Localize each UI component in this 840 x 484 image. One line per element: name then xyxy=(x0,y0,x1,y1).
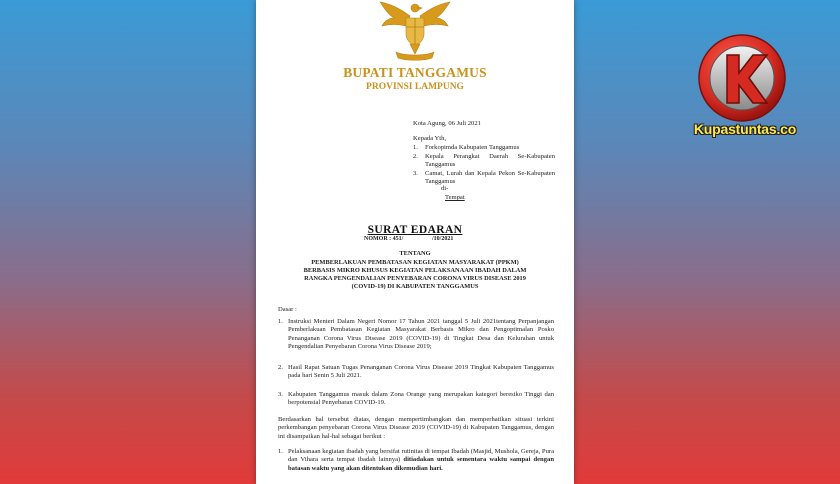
letterhead-province: PROVINSI LAMPUNG xyxy=(366,82,464,92)
dasar-label: Dasar : xyxy=(278,306,297,313)
subject-line: BERBASIS MIKRO KHUSUS KEGIATAN PELAKSANAAN IBADAH DALAM xyxy=(303,267,527,274)
recipient-number: 1. xyxy=(413,144,418,151)
point-number: 1. xyxy=(278,448,283,455)
subject-line: PEMBERLAKUAN PEMBATASAN KEGIATAN MASYARAKAT (PPKM) xyxy=(311,259,519,266)
kupastuntas-logo-icon xyxy=(697,33,787,123)
document-number-value: /10/2021 xyxy=(432,236,454,242)
dasar-text: Kabupaten Tanggamus masuk dalam Zona Orange yang merupakan kategori beresiko Tinggi dan berpotensial Penyebaran COVID-19. xyxy=(288,391,554,407)
recipient-tempat: Tempat xyxy=(445,194,465,201)
recipient-text: Kepala Perangkat Daerah Se-Kabupaten Tanggamus xyxy=(425,153,555,169)
recipient-number: 2. xyxy=(413,153,418,160)
closing-paragraph: Berdasarkan hal tersebut diatas, dengan mempertimbangkan dan memperhatikan situasi terkini perkembangan penyebaran Corona Virus Disease 2019 (COVID-19) di Kabupaten Tanggamus, dengan ini disampaikan hal-hal sebagai berikut : xyxy=(278,416,554,440)
subject-line: RANGKA PENGENDALIAN PENYEBARAN CORONA VIRUS DISEASE 2019 xyxy=(304,275,526,282)
brand-name: Kupastuntas.co xyxy=(693,121,797,137)
letter-date: Kota Agung, 06 Juli 2021 xyxy=(413,120,481,127)
recipient-number: 3. xyxy=(413,170,418,177)
letterhead-org-name: BUPATI TANGGAMUS xyxy=(343,65,487,80)
dasar-number: 2. xyxy=(278,364,283,371)
document-title: SURAT EDARAN xyxy=(367,224,463,236)
subject-line: (COVID-19) DI KABUPATEN TANGGAMUS xyxy=(351,283,479,290)
document-number-label: NOMOR : 451/ xyxy=(364,236,404,242)
document-page xyxy=(256,0,574,484)
recipients-heading: Kepada Yth, xyxy=(413,135,447,142)
recipient-text: Camat, Lurah dan Kepala Pekon Se-Kabupaten Tanggamus xyxy=(425,170,555,186)
garuda-emblem-icon xyxy=(374,0,456,62)
dasar-text: Hasil Rapat Satuan Tugas Penanganan Corona Virus Disease 2019 Tingkat Kabupaten Tanggamus pada hari Senin 5 Juli 2021. xyxy=(288,364,554,380)
dasar-number: 3. xyxy=(278,391,283,398)
point-text xyxy=(288,448,554,473)
dasar-number: 1. xyxy=(278,318,283,325)
dasar-text: Instruksi Menteri Dalam Negeri Nomor 17 Tahun 2021 tanggal 5 Juli 2021tentang Perpanjangan Pemberlakuan Pembatasan Kegiatan Masyarakat Berbasis Mikro dan Pengoptimalan Posko Penanganan Corona Virus Disease 2019 (COVID-19) di Tingkat Desa dan Kelurahan untuk Pengendalian Penyebaran Corona Virus Disease 2019; xyxy=(288,318,554,350)
point-text-normal: Pelaksanaan kegiatan ibadah yang bersifat rutinitas di tempat Ibadah (Masjid, Mushola, Gereja, Pura dan Vihara serta tempat ibadah lainnya) xyxy=(288,448,554,464)
recipient-text: Forkopimda Kabupaten Tanggamus xyxy=(425,144,520,151)
point-text-bold: ditiadakan untuk sementara waktu sampai dengan batasan waktu yang akan ditentukan dikemudian hari. xyxy=(288,456,554,472)
recipient-di: di- xyxy=(441,185,449,192)
subject-heading: TENTANG xyxy=(399,250,431,257)
